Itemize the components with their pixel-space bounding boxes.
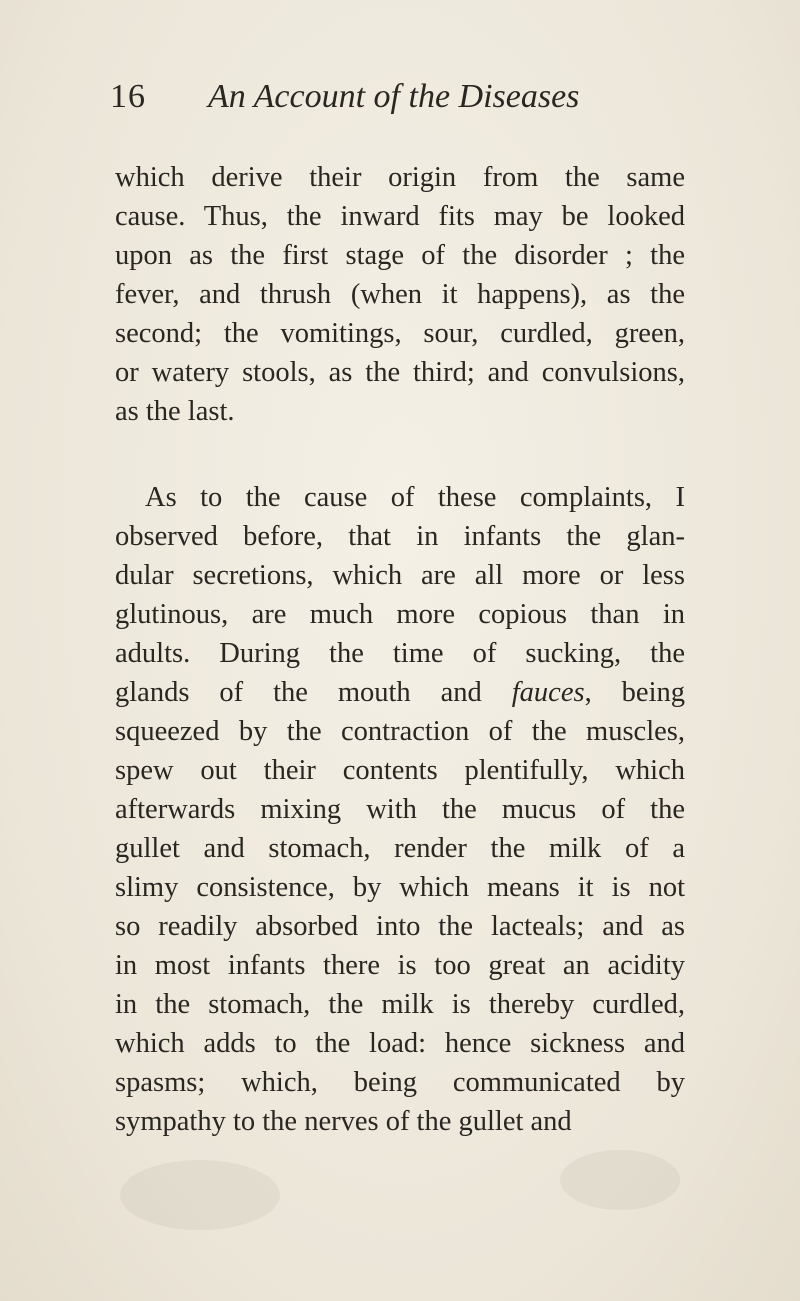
page-header <box>110 78 710 128</box>
text-line-glands <box>115 673 685 712</box>
text-line: so readily absorbed into the lacteals; and as <box>115 911 685 942</box>
text-line: gullet and stomach, render the milk of a <box>115 833 685 864</box>
text-line: as the last. <box>115 396 235 427</box>
text-line: As to the cause of these complaints, I <box>145 482 685 513</box>
text-line: sympathy to the nerves of the gullet and <box>115 1106 572 1137</box>
text-line: which adds to the load: hence sickness and <box>115 1028 685 1059</box>
italic-word-fauces: fauces <box>511 677 585 708</box>
text-line: fever, and thrush (when it happens), as the <box>115 279 685 310</box>
text-line: which derive their origin from the same <box>115 162 685 193</box>
text-line: slimy consistence, by which means it is not <box>115 872 685 903</box>
paragraph-1 <box>115 158 685 431</box>
page-number: 16 <box>110 78 146 115</box>
body-text <box>115 158 685 1141</box>
paragraph-2 <box>115 478 685 1141</box>
paper-stain <box>120 1160 280 1230</box>
text-line: second; the vomitings, sour, curdled, green, <box>115 318 685 349</box>
text-fragment: , being <box>584 677 685 708</box>
running-title: An Account of the Diseases <box>208 78 580 115</box>
paragraph-gap <box>115 431 685 478</box>
text-line: spasms; which, being communicated by <box>115 1067 685 1098</box>
text-line: adults. During the time of sucking, the <box>115 638 685 669</box>
paper-stain <box>560 1150 680 1210</box>
text-line: dular secretions, which are all more or less <box>115 560 685 591</box>
text-fragment: glands of the mouth and <box>115 677 512 708</box>
text-line: in most infants there is too great an acidity <box>115 950 685 981</box>
text-line: upon as the first stage of the disorder ; the <box>115 240 685 271</box>
text-line: squeezed by the contraction of the muscles, <box>115 716 685 747</box>
text-line: observed before, that in infants the glan- <box>115 521 685 552</box>
text-line: or watery stools, as the third; and convulsions, <box>115 357 685 388</box>
text-line: afterwards mixing with the mucus of the <box>115 794 685 825</box>
text-line: cause. Thus, the inward fits may be looked <box>115 201 685 232</box>
text-line: in the stomach, the milk is thereby curdled, <box>115 989 685 1020</box>
text-line: spew out their contents plentifully, which <box>115 755 685 786</box>
text-line: glutinous, are much more copious than in <box>115 599 685 630</box>
